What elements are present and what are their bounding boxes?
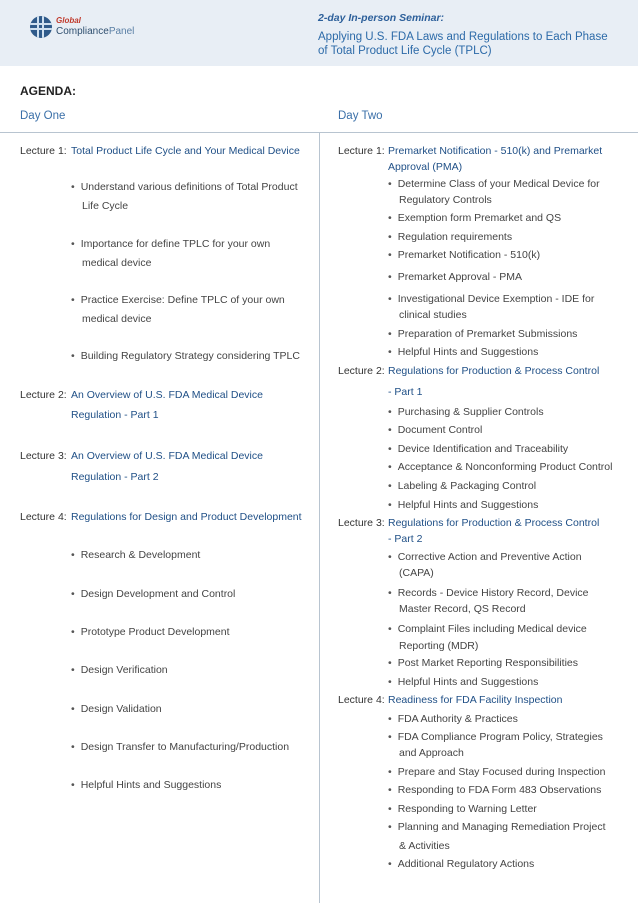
list-item: • Document Control [388, 424, 482, 437]
lecture-title: Readiness for FDA Facility Inspection [388, 694, 563, 706]
list-item: • Regulation requirements [388, 231, 512, 244]
list-item: • FDA Authority & Practices [388, 713, 518, 726]
lecture-label: Lecture 4: [20, 511, 67, 523]
lecture-label: Lecture 4: [338, 694, 385, 706]
lecture-title: An Overview of U.S. FDA Medical Device [71, 389, 263, 401]
day-one-heading: Day One [20, 110, 66, 122]
list-item: • Prepare and Stay Focused during Inspection [388, 766, 605, 779]
lecture-title-continued: - Part 2 [388, 533, 423, 545]
list-item: • Design Validation [71, 703, 162, 716]
list-item: • Helpful Hints and Suggestions [71, 779, 221, 792]
logo-name-text: CompliancePanel [56, 26, 135, 37]
list-item: • Responding to Warning Letter [388, 803, 537, 816]
seminar-info [318, 12, 628, 59]
list-item-continued: clinical studies [399, 309, 467, 321]
lecture-title: An Overview of U.S. FDA Medical Device [71, 450, 263, 462]
list-item: • Acceptance & Nonconforming Product Control [388, 461, 612, 474]
globe-icon [30, 16, 52, 38]
lecture-title: Regulations for Production & Process Control [388, 365, 600, 377]
list-item: • Design Transfer to Manufacturing/Production [71, 741, 289, 754]
list-item: • Planning and Managing Remediation Project [388, 821, 606, 834]
list-item: • Post Market Reporting Responsibilities [388, 657, 578, 670]
page-header [0, 0, 638, 66]
lecture-title: Premarket Notification - 510(k) and Premarket [388, 145, 603, 157]
list-item: • Practice Exercise: Define TPLC of your own [71, 294, 285, 307]
list-item: • Research & Development [71, 549, 200, 562]
list-item: • Building Regulatory Strategy considering TPLC [71, 350, 300, 363]
list-item: • FDA Compliance Program Policy, Strategies [388, 731, 603, 744]
list-item: • Prototype Product Development [71, 626, 230, 639]
lecture-title-continued: - Part 1 [388, 386, 423, 398]
list-item: • Understand various definitions of Total Product [71, 181, 298, 194]
lecture-label: Lecture 3: [338, 517, 385, 529]
list-item: • Exemption form Premarket and QS [388, 212, 561, 225]
list-item-continued: Regulatory Controls [399, 194, 492, 206]
logo-global-text: Global [56, 16, 81, 25]
list-item: • Records - Device History Record, Device [388, 587, 589, 600]
lecture-label: Lecture 3: [20, 450, 67, 462]
list-item-continued: & Activities [399, 840, 450, 852]
compliance-panel-logo [30, 16, 134, 38]
list-item: • Importance for define TPLC for your own [71, 238, 270, 251]
list-item: • Helpful Hints and Suggestions [388, 676, 538, 689]
list-item: • Premarket Notification - 510(k) [388, 249, 540, 262]
lecture-title: Regulations for Production & Process Control [388, 517, 600, 529]
list-item-continued: Life Cycle [82, 200, 129, 212]
list-item-continued: medical device [82, 313, 152, 325]
list-item: • Preparation of Premarket Submissions [388, 328, 577, 341]
list-item: • Labeling & Packaging Control [388, 480, 536, 493]
column-divider [319, 132, 320, 903]
day-two-heading: Day Two [338, 110, 383, 122]
lecture-title-continued: Regulation - Part 2 [71, 471, 159, 483]
list-item: • Corrective Action and Preventive Action [388, 551, 582, 564]
list-item-continued: and Approach [399, 747, 464, 759]
list-item-continued: (CAPA) [399, 567, 434, 579]
agenda-heading: AGENDA: [20, 84, 76, 98]
lecture-title-continued: Regulation - Part 1 [71, 409, 159, 421]
list-item: • Helpful Hints and Suggestions [388, 499, 538, 512]
list-item: • Helpful Hints and Suggestions [388, 346, 538, 359]
list-item: • Design Development and Control [71, 588, 235, 601]
list-item: • Investigational Device Exemption - IDE for [388, 293, 594, 306]
lecture-title: Total Product Life Cycle and Your Medical Device [71, 145, 300, 157]
list-item: • Design Verification [71, 664, 168, 677]
list-item: • Determine Class of your Medical Device for [388, 178, 600, 191]
seminar-title: Applying U.S. FDA Laws and Regulations to Each Phase of Total Product Life Cycle (TPLC) [318, 31, 608, 58]
lecture-label: Lecture 1: [338, 145, 385, 157]
list-item: • Responding to FDA Form 483 Observations [388, 784, 601, 797]
list-item: • Premarket Approval - PMA [388, 271, 522, 284]
lecture-label: Lecture 2: [20, 389, 67, 401]
list-item: • Complaint Files including Medical device [388, 623, 587, 636]
list-item: • Device Identification and Traceability [388, 443, 568, 456]
lecture-title: Regulations for Design and Product Development [71, 511, 302, 523]
lecture-label: Lecture 2: [338, 365, 385, 377]
list-item-continued: Reporting (MDR) [399, 640, 479, 652]
list-item-continued: Master Record, QS Record [399, 603, 526, 615]
lecture-label: Lecture 1: [20, 145, 67, 157]
list-item: • Additional Regulatory Actions [388, 858, 534, 871]
list-item-continued: medical device [82, 257, 152, 269]
lecture-title-continued: Approval (PMA) [388, 161, 463, 173]
seminar-kicker: 2-day In-person Seminar: [318, 12, 445, 24]
list-item: • Purchasing & Supplier Controls [388, 406, 544, 419]
